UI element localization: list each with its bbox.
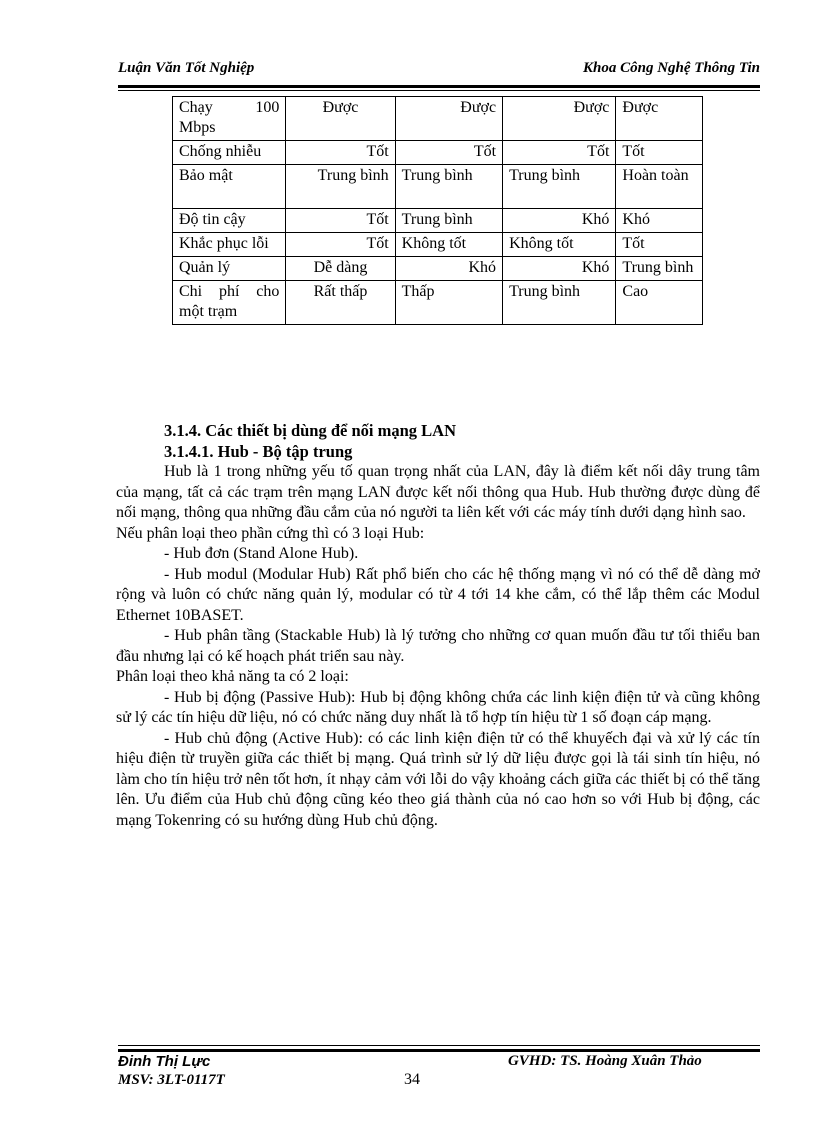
header-thesis-title: Luận Văn Tốt Nghiệp [118,60,255,76]
table-cell: Cao [616,281,703,325]
page-number: 34 [404,1071,420,1088]
table-cell: Bảo mật [173,165,286,209]
table-cell: Tốt [395,141,502,165]
table-cell: Không tốt [503,233,616,257]
table-cell: Trung bình [286,165,395,209]
table-row [173,257,703,281]
table-cell: Chống nhiễu [173,141,286,165]
list-item: - Hub bị động (Passive Hub): Hub bị động không chứa các linh kiện điện tử và cũng không sử lý các tín hiệu dữ liệu, nó có chức năng duy nhất là tổ hợp tín hiệu từ 1 số đoạn cáp mạng. [116,688,760,726]
table-cell: Khó [503,209,616,233]
table-cell: Khó [503,257,616,281]
table-cell: Được [503,97,616,141]
table-row [173,281,703,325]
table-cell: Độ tin cậy [173,209,286,233]
paragraph: Nếu phân loại theo phần cứng thì có 3 loại Hub: [116,524,425,542]
table-cell: Khó [395,257,502,281]
table-cell: Trung bình [503,281,616,325]
footer-advisor: GVHD: TS. Hoàng Xuân Thảo [508,1053,702,1069]
table-row [173,97,703,141]
table-cell: Chạy 100 Mbps [173,97,286,141]
table-cell: Hoàn toàn [616,165,703,209]
body-text [116,421,760,831]
table-cell: Trung bình [503,165,616,209]
table-cell: Tốt [616,141,703,165]
footer-rule-thin [118,1045,760,1046]
list-item: - Hub phân tầng (Stackable Hub) là lý tưởng cho những cơ quan muốn đầu tư tối thiểu ban đầu nhưng lại có kế hoạch phát triển sau này. [116,627,760,665]
table-cell: Khắc phục lỗi [173,233,286,257]
table-cell: Dễ dàng [286,257,395,281]
table-cell: Thấp [395,281,502,325]
footer-rule-thick [118,1049,760,1052]
page-header [118,60,760,82]
table-cell: Được [286,97,395,141]
header-rule-thick [118,85,760,88]
table-row [173,165,703,209]
table-cell: Tốt [503,141,616,165]
section-heading: 3.1.4. Các thiết bị dùng để nối mạng LAN [164,421,456,440]
table-cell: Rất thấp [286,281,395,325]
table-cell: Chi phí cho một trạm [173,281,286,325]
table-row [173,141,703,165]
table-cell: Tốt [286,209,395,233]
paragraph: Phân loại theo khả năng ta có 2 loại: [116,668,349,685]
table-cell: Trung bình [395,209,502,233]
table-row [173,233,703,257]
table-cell: Được [616,97,703,141]
table-row [173,209,703,233]
list-item: - Hub modul (Modular Hub) Rất phổ biến cho các hệ thống mạng vì nó có thể dễ dàng mở rộng và luôn có chức năng quản lý, modular có từ 4 tới 14 khe cắm, có thể lắp thêm các Modul Ethernet 10BASET. [116,565,760,624]
list-item: - Hub đơn (Stand Alone Hub). [164,545,359,562]
table-cell: Trung bình [395,165,502,209]
table-cell: Trung bình [616,257,703,281]
table-cell: Khó [616,209,703,233]
footer-student-id: MSV: 3LT-0117T [118,1072,225,1088]
table-cell: Được [395,97,502,141]
table-cell: Quản lý [173,257,286,281]
table-cell: Tốt [286,141,395,165]
table-cell: Tốt [286,233,395,257]
header-rule-thin [118,90,760,91]
table-cell: Không tốt [395,233,502,257]
table-cell: Tốt [616,233,703,257]
header-faculty: Khoa Công Nghệ Thông Tin [583,60,760,76]
footer-author: Đinh Thị Lực [118,1053,211,1070]
list-item: - Hub chủ động (Active Hub): có các linh kiện điện tử có thể khuyếch đại và xử lý các tín hiệu điện từ truyền giữa các thiết bị mạng. Quá trình sử lý dữ liệu được gọi là tái sinh tín hiệu, nó làm cho tín hiệu trở nên tốt hơn, ít nhạy cảm với lỗi do vậy khoảng cách giữa các thiết bị có thể tăng lên. Ưu điểm của Hub chủ động cũng kéo theo giá thành của nó cao hơn so với Hub bị động, các mạng Tokenring có su hướng dùng Hub chủ động. [116,729,760,829]
subsection-heading: 3.1.4.1. Hub - Bộ tập trung [164,441,353,461]
paragraph: Hub là 1 trong những yếu tố quan trọng nhất của LAN, đây là điểm kết nối dây trung tâm của mạng, tất cả các trạm trên mạng LAN được kết nối thông qua Hub. Hub thường được dùng để nối mạng, thông qua những đầu cắm của nó người ta liên kết với các máy tính dưới dạng hình sao. [116,463,760,521]
comparison-table [172,96,703,325]
